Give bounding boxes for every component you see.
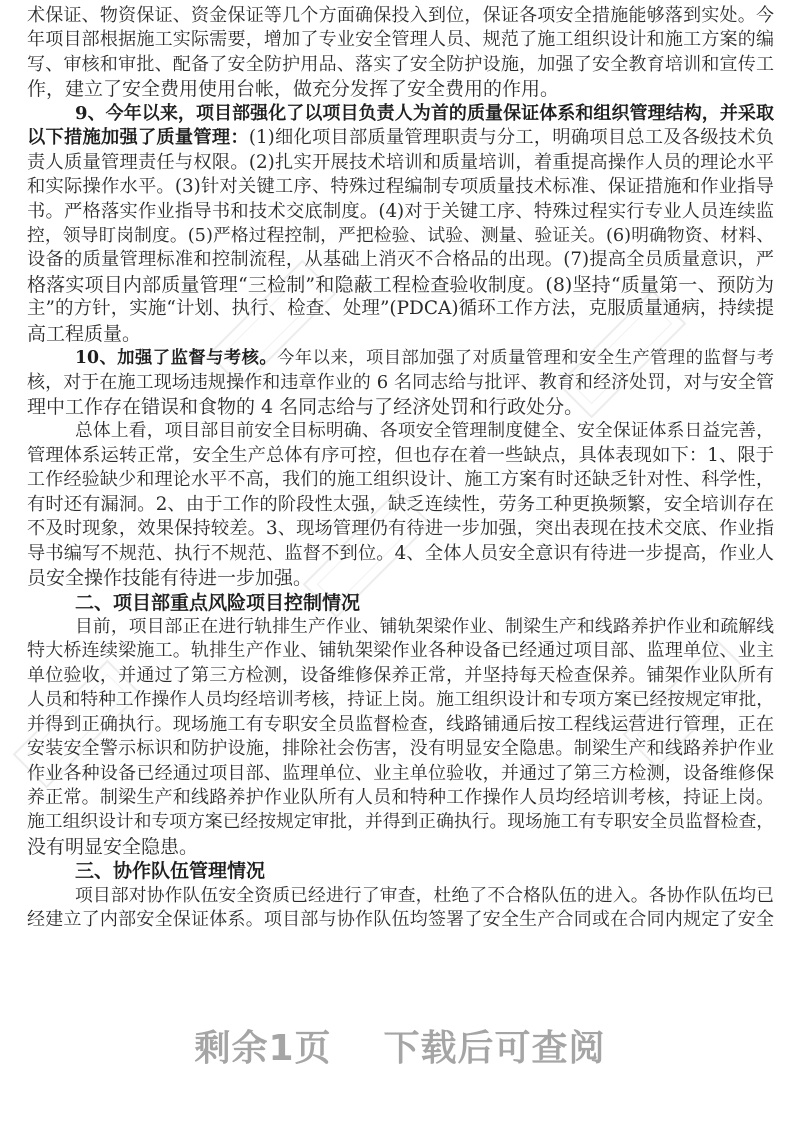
line-text: 目前，项目部正在进行轨排生产作业、铺轨架梁作业、制梁生产和线路养护作业和疏解线 (75, 616, 774, 637)
text-line (27, 224, 774, 248)
text-line (27, 762, 774, 786)
text-line (27, 371, 774, 395)
download-hint-text: 下载后可查阅 (383, 1028, 606, 1069)
text-line (27, 493, 774, 517)
line-text: 高工程质量。 (27, 322, 142, 345)
line-text: 有时还有漏洞。2、由于工作的阶段性太强，缺乏连续性，劳务工种更换频繁，安全培训存在 (27, 493, 774, 515)
text-line (27, 786, 774, 810)
line-text: 年项目部根据施工实际需要，增加了专业安全管理人员、规范了施工组织设计和施工方案的编 (27, 29, 774, 51)
bold-lead-text: 10、加强了监督与考核。 (75, 348, 278, 369)
line-text: 作业各种设备已经通过项目部、监理单位、业主单位验收，并通过了第三方检测，设备维修保 (27, 762, 774, 784)
text-line (27, 346, 774, 370)
text-line (27, 688, 774, 712)
text-line (27, 53, 774, 77)
line-text: 工作经验缺少和理论水平不高，我们的施工组织设计、施工方案有时还缺乏针对性、科学性， (27, 469, 774, 491)
line-text: 作，建立了安全费用使用台帐，做充分发挥了安全费用的作用。 (27, 78, 560, 101)
text-line (27, 444, 774, 468)
line-text: 核，对于在施工现场违规操作和违章作业的 6 名同志给与批评、教育和经济处罚，对与安全管 (27, 371, 774, 393)
section-heading-text: 二、项目部重点风险项目控制情况 (75, 591, 361, 614)
text-line (27, 395, 774, 419)
line-text: 管理体系运转正常，安全生产总体有序可控，但也存在着一些缺点，具体表现如下：1、限于 (27, 444, 774, 466)
text-line (27, 77, 774, 101)
line-text: (1)细化项目部质量管理职责与分工，明确项目总工及各级技术负 (248, 127, 774, 149)
text-line (27, 28, 774, 52)
text-line (27, 200, 774, 224)
text-line (27, 566, 774, 590)
text-line (27, 151, 774, 175)
text-line (27, 908, 774, 932)
line-text: 员安全操作技能有待进一步加强。 (27, 567, 313, 590)
line-text: 总体上看，项目部目前安全目标明确、各项安全管理制度健全、安全保证体系日益完善， (75, 421, 774, 442)
text-line (27, 835, 774, 859)
text-line (27, 419, 774, 443)
text-line (27, 713, 774, 737)
text-line (27, 542, 774, 566)
text-line (27, 810, 774, 834)
text-line (27, 297, 774, 321)
document-body (27, 4, 774, 933)
text-line (27, 517, 774, 541)
text-line (27, 322, 774, 346)
text-line (27, 884, 774, 908)
remaining-pages-text: 剩余1页 (194, 1028, 332, 1069)
line-text: 和实际操作水平。(3)针对关键工序、特殊过程编制专项质量技术标准、保证措施和作业指导 (27, 176, 774, 198)
line-text: 写、审核和审批、配备了安全防护用品、落实了安全防护设施，加强了安全教育培训和宣传工 (27, 53, 774, 75)
section-heading (27, 591, 774, 615)
line-text: 主”的方针，实施“计划、执行、检查、处理”(PDCA)循环工作方法，克服质量通病，持续提 (27, 298, 774, 320)
line-text: 今年以来，项目部加强了对质量管理和安全生产管理的监督与考 (277, 348, 774, 369)
text-line (27, 126, 774, 150)
line-text: 设备的质量管理标准和控制流程，从基础上消灭不合格品的出现。(7)提高全员质量意识，严 (27, 249, 774, 271)
text-line (27, 639, 774, 663)
text-line (27, 615, 774, 639)
section-heading (27, 859, 774, 883)
line-text: 人员和特种工作操作人员均经培训考核，持证上岗。施工组织设计和专项方案已经按规定审批， (27, 690, 774, 711)
line-text: 术保证、物资保证、资金保证等几个方面确保投入到位，保证各项安全措施能够落到实处。今 (27, 5, 774, 26)
text-line (27, 273, 774, 297)
bold-lead-text: 9、今年以来，项目部强化了以项目负责人为首的质量保证体系和组织管理结构，并采取 (75, 102, 774, 124)
line-text: 不及时现象，效果保持较差。3、现场管理仍有待进一步加强，突出表现在技术交底、作业指 (27, 518, 774, 540)
text-line (27, 737, 774, 761)
line-text: 安装安全警示标识和防护设施，排除社会伤害，没有明显安全隐患。制梁生产和线路养护作业 (27, 738, 774, 760)
text-line (27, 248, 774, 272)
text-line (27, 664, 774, 688)
line-text: 经建立了内部安全保证体系。项目部与协作队伍均签署了安全生产合同或在合同内规定了安全 (27, 909, 774, 931)
bold-lead-text: 以下措施加强了质量管理： (27, 127, 249, 149)
line-text: 书。严格落实作业指导书和技术交底制度。(4)对于关键工序、特殊过程实行专业人员连续监 (27, 200, 774, 222)
text-line (27, 175, 774, 199)
line-text: 单位验收，并通过了第三方检测，设备维修保养正常，并坚持每天检查保养。铺架作业队所有 (27, 664, 774, 686)
line-text: 导书编写不规范、执行不规范、监督不到位。4、全体人员安全意识有待进一步提高，作业人 (27, 542, 774, 564)
remaining-pages-banner[interactable] (0, 1020, 800, 1071)
text-line (27, 4, 774, 28)
line-text: 特大桥连续梁施工。轨排生产作业、铺轨架梁作业各种设备已经通过项目部、监理单位、业主 (27, 640, 774, 662)
line-text: 责人质量管理责任与权限。(2)扎实开展技术培训和质量培训，着重提高操作人员的理论水平 (27, 151, 774, 173)
section-heading-text: 三、协作队伍管理情况 (75, 860, 266, 883)
line-text: 理中工作存在错误和食物的 4 名同志给与了经济处罚和行政处分。 (27, 396, 584, 418)
line-text: 项目部对协作队伍安全资质已经进行了审查，杜绝了不合格队伍的进入。各协作队伍均已 (75, 885, 774, 906)
line-text: 没有明显安全隐患。 (27, 835, 199, 858)
line-text: 并得到正确执行。现场施工有专职安全员监督检查，线路铺通后按工程线运营进行管理，正在 (27, 713, 774, 735)
text-line (27, 468, 774, 492)
line-text: 控，领导盯岗制度。(5)严格过程控制，严把检验、试验、测量、验证关。(6)明确物资、材料、 (27, 225, 774, 246)
line-text: 格落实项目内部质量管理“三检制”和隐蔽工程检查验收制度。(8)坚持“质量第一、预防为 (27, 273, 774, 296)
line-text: 养正常。制梁生产和线路养护作业队所有人员和特种工作操作人员均经培训考核，持证上岗。 (27, 787, 774, 808)
line-text: 施工组织设计和专项方案已经按规定审批，并得到正确执行。现场施工有专职安全员监督检查， (27, 812, 774, 833)
text-line (27, 102, 774, 126)
